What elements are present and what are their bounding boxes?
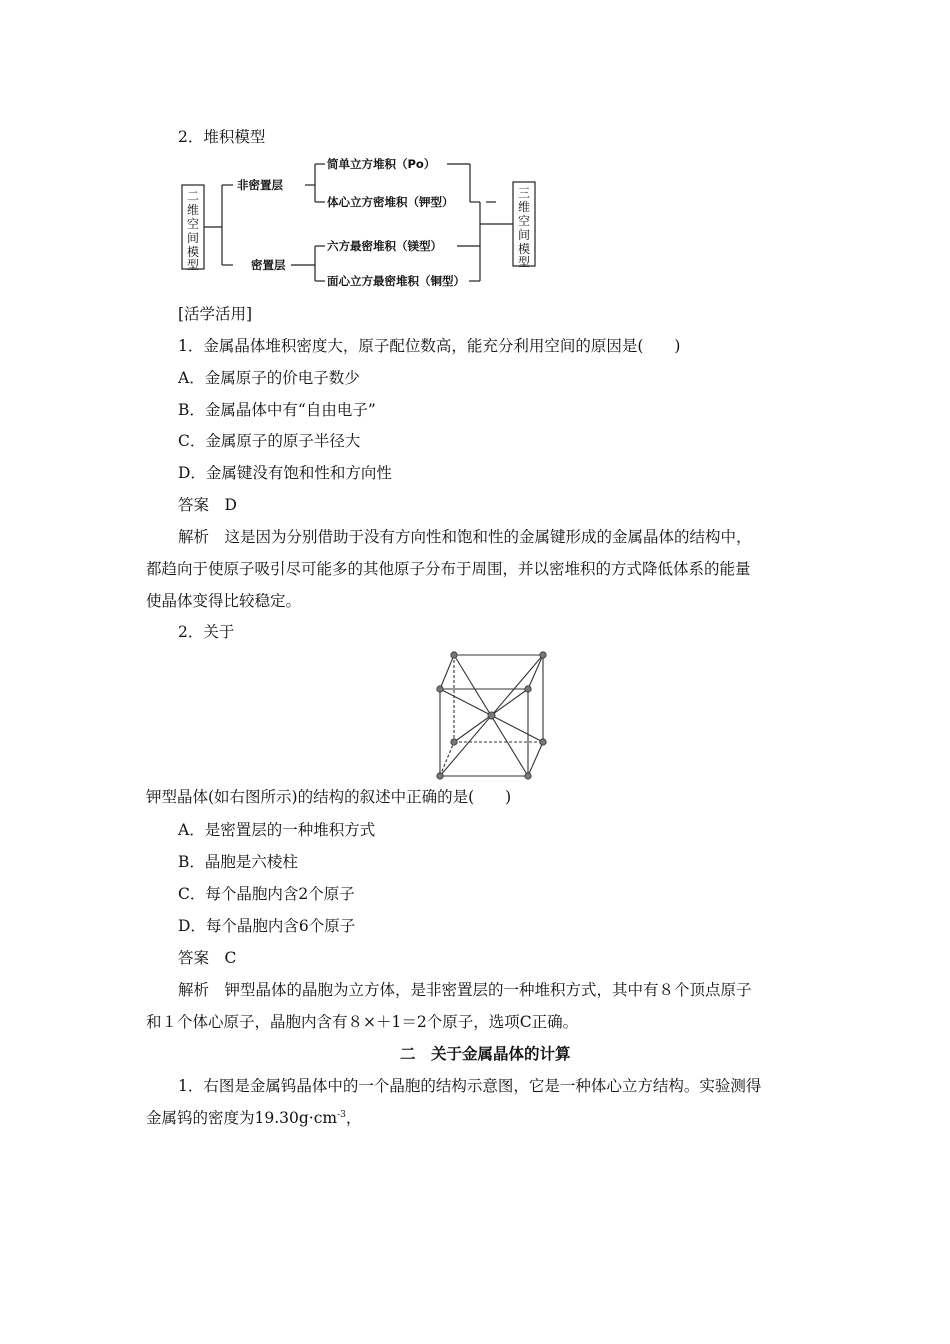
bcc-unit-cell-figure xyxy=(432,648,552,783)
q2-option-a: A．是密置层的一种堆积方式 xyxy=(178,821,376,839)
q3-density-exponent: -3 xyxy=(337,1109,346,1120)
diagram-item-1: 简单立方堆积（Po） xyxy=(327,157,436,171)
svg-text:型: 型 xyxy=(186,258,200,272)
diagram-item-3: 六方最密堆积（镁型） xyxy=(327,239,442,253)
svg-text:间: 间 xyxy=(517,228,531,242)
q1-answer: 答案 D xyxy=(178,496,237,514)
q1-analysis-2: 都趋向于使原子吸引尽可能多的其他原子分布于周围，并以密堆积的方式降低体系的能量 xyxy=(146,560,751,578)
close-layer-label: 密置层 xyxy=(251,258,286,272)
q1-option-b: B．金属晶体中有“自由电子” xyxy=(178,401,376,419)
q2-stem: 钾型晶体(如右图所示)的结构的叙述中正确的是( ) xyxy=(146,788,512,806)
q2-option-c: C．每个晶胞内含2个原子 xyxy=(178,885,355,903)
body-center-atom xyxy=(488,712,495,719)
q2-option-d: D．每个晶胞内含6个原子 xyxy=(178,917,356,935)
svg-text:间: 间 xyxy=(186,231,200,245)
q3-line-2-end: ， xyxy=(345,1109,362,1127)
left-box-label-1: 二 xyxy=(186,189,200,203)
svg-text:型: 型 xyxy=(517,255,531,269)
q2-stem-start: 2．关于 xyxy=(178,623,235,641)
q3-line-2 xyxy=(146,1108,361,1128)
svg-text:模: 模 xyxy=(517,242,531,256)
q3-density-text: 金属钨的密度为19.30g·cm xyxy=(146,1109,338,1127)
q1-option-d: D．金属键没有饱和性和方向性 xyxy=(178,464,392,482)
diagram-item-4: 面心立方最密堆积（铜型） xyxy=(327,274,465,288)
svg-text:维: 维 xyxy=(186,203,200,217)
svg-text:空: 空 xyxy=(517,214,531,228)
q1-stem: 1．金属晶体堆积密度大，原子配位数高，能充分利用空间的原因是( ) xyxy=(178,337,681,355)
q2-option-b: B．晶胞是六棱柱 xyxy=(178,853,298,871)
svg-text:维: 维 xyxy=(517,200,531,214)
right-box-label-1: 三 xyxy=(517,186,531,200)
q3-line-1: 1．右图是金属钨晶体中的一个晶胞的结构示意图，它是一种体心立方结构。实验测得 xyxy=(178,1077,762,1095)
q1-analysis-1: 解析 这是因为分别借助于没有方向性和饱和性的金属键形成的金属晶体的结构中， xyxy=(178,528,752,546)
q2-answer: 答案 C xyxy=(178,949,237,967)
section2-title: 二 关于金属晶体的计算 xyxy=(400,1045,571,1063)
q2-analysis-2: 和１个体心原子，晶胞内含有８×＋1＝2个原子，选项C正确。 xyxy=(146,1013,579,1031)
q1-option-c: C．金属原子的原子半径大 xyxy=(178,432,361,450)
q1-option-a: A．金属原子的价电子数少 xyxy=(178,369,360,387)
non-close-layer-label: 非密置层 xyxy=(237,178,283,192)
section-heading: 2．堆积模型 xyxy=(178,128,266,146)
stacking-model-diagram xyxy=(175,152,575,297)
q1-analysis-3: 使晶体变得比较稳定。 xyxy=(146,592,302,610)
q2-analysis-1: 解析 钾型晶体的晶胞为立方体，是非密置层的一种堆积方式，其中有８个顶点原子 xyxy=(178,981,752,999)
practice-heading: [活学活用] xyxy=(178,305,253,323)
svg-text:空: 空 xyxy=(186,217,200,231)
svg-text:模: 模 xyxy=(186,245,200,259)
diagram-item-2: 体心立方密堆积（钾型） xyxy=(327,195,454,209)
